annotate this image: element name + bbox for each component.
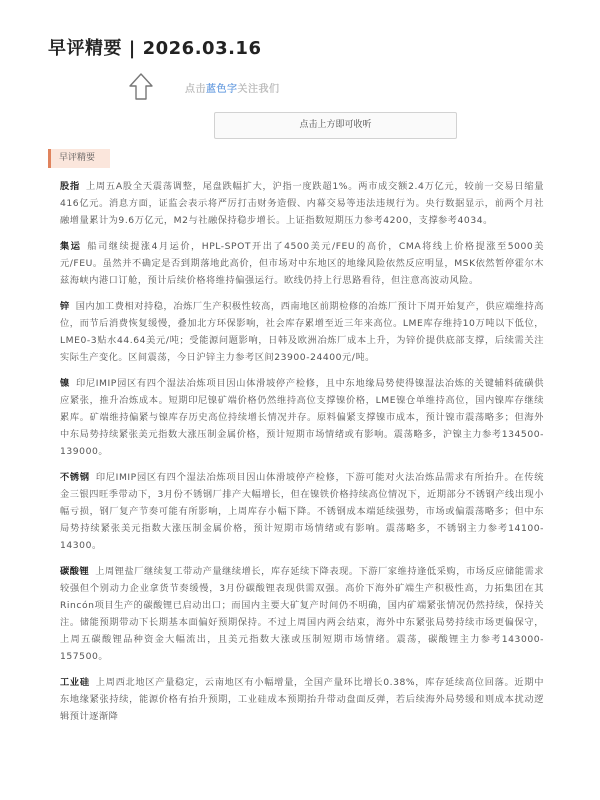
- paragraph-term: 工业硅: [60, 677, 90, 688]
- paragraph-stainless-steel: [60, 469, 544, 554]
- follow-suffix: 关注我们: [237, 84, 280, 95]
- paragraph-text: 上周锂盐厂继续复工带动产量继续增长，库存延续下降表现。下游厂家维持逢低采购，市场反应储能需求较强但个别动力企业拿货节奏缓慢，3月份碳酸锂表现供需双强。高价下海外矿端生产积极性高，力拓集团在其Rincón项目生产的碳酸锂已启动出口；而国内主要大矿复产时间仍不明确，国内矿端紧张情况仍然持续，保持关注。储能预期带动下长期基本面偏好预期保持。不过上周国内两会结束，海外中东紧张局势持续市场更偏保守，上周五碳酸锂品种资金大幅流出，且美元指数大涨或压制短期市场情绪。震荡，碳酸锂主力参考143000-157500。: [60, 566, 544, 662]
- paragraph-text: 印尼IMIP园区有四个湿法冶炼项目因山体滑坡停产检修，下游可能对火法冶炼品需求有所抬升。在传统金三银四旺季带动下，3月份不锈钢厂排产大幅增长，但在镍铁价格持续高位情况下，近期部分不锈钢产线出现小幅亏损，钢厂复产节奏可能有所影响，上周库存小幅下降。不锈钢成本端延续强势，市场或偏震荡略多；但中东局势持续紧张美元指数大涨压制金属价格，预计短期市场情绪或有影响。震荡略多，不锈钢主力参考14100-14300。: [60, 472, 545, 551]
- paragraph-stock-index: [60, 178, 544, 229]
- paragraph-text: 国内加工费相对持稳，冶炼厂生产积极性较高，西南地区前期检修的冶炼厂预计下周开始复产，供应端维持高位，而节后消费恢复缓慢，叠加北方环保影响，社会库存累增至近三年来高位。LME库存维持10万吨以下低位，LME0-3贴水44.64美元/吨；受能源问题影响，日韩及欧洲冶炼厂成本上升，为锌价提供底部支撑，后续需关注实际生产变化。区间震荡，今日沪锌主力参考区间23900-24400元/吨。: [60, 301, 544, 363]
- paragraph-term: 碳酸锂: [60, 566, 90, 577]
- paragraph-text: 上周西北地区产量稳定，云南地区有小幅增量，全国产量环比增长0.38%，库存延续高位回落。近期中东地缘紧张持续，能源价格有抬升预期，工业硅成本预期抬升带动盘面反弹，若后续海外局势缓和则成本扰动逻辑预计逐渐降: [60, 677, 544, 722]
- follow-highlight[interactable]: 蓝色字: [206, 84, 238, 95]
- paragraph-industrial-silicon: [60, 674, 544, 725]
- up-arrow-outline-icon: [128, 72, 154, 102]
- paragraph-zinc: [60, 298, 544, 366]
- paragraph-term: 股指: [60, 181, 80, 192]
- paragraph-term: 锌: [60, 301, 70, 312]
- follow-us-text[interactable]: [185, 80, 280, 95]
- paragraph-term: 集运: [60, 241, 82, 252]
- page-title: 早评精要 | 2026.03.16: [48, 38, 262, 59]
- paragraph-text: 船司继续提涨4月运价，HPL-SPOT开出了4500美元/FEU的高价，CMA将线上价格提涨至5000美元/FEU。虽然并不确定是否到期落地此高价，但市场对中东地区的地缘风险依然反应明显，MSK依然暂停霍尔木兹海峡内港口订舱，预计后续价格将维持偏强运行。欧线仍持上行思路看待，但注意高波动风险。: [60, 241, 544, 286]
- paragraph-text: 印尼IMIP园区有四个湿法冶炼项目因山体滑坡停产检修，且中东地缘局势使得镍湿法冶炼的关键辅料硫磺供应紧张，推升冶炼成本。短期印尼镍矿端价格仍然维持高位支撑镍价格，LME镍仓单维持高位，国内镍库存继续累库。矿端维持偏紧与镍库存历史高位持续增长情况并存。原料偏紧支撑镍市成本，预计镍市震荡略多；但海外中东局势持续紧张美元指数大涨压制金属价格，预计短期市场情绪或有影响。震荡略多，沪镍主力参考134500-139000。: [60, 378, 544, 457]
- paragraph-term: 镍: [60, 378, 70, 389]
- paragraph-term: 不锈钢: [60, 472, 90, 483]
- listen-button[interactable]: 点击上方即可收听: [214, 112, 457, 139]
- paragraph-text: 上周五A股全天震荡调整，尾盘跌幅扩大，沪指一度跌超1%。两市成交额2.4万亿元，较前一交易日缩量416亿元。消息方面，证监会表示将严厉打击财务造假、内幕交易等违法违规行为。央行数据显示，前两个月社融增量累计为9.6万亿元，M2与社融保持稳步增长。上证指数短期压力参考4200，支撑参考4034。: [60, 181, 544, 226]
- paragraph-lithium-carbonate: [60, 563, 544, 665]
- section-tag: 早评精要: [48, 149, 110, 168]
- paragraph-container-shipping: [60, 238, 544, 289]
- follow-prefix: 点击: [185, 84, 206, 95]
- follow-banner[interactable]: [128, 72, 428, 102]
- paragraph-nickel: [60, 375, 544, 460]
- commentary-body: [60, 178, 544, 734]
